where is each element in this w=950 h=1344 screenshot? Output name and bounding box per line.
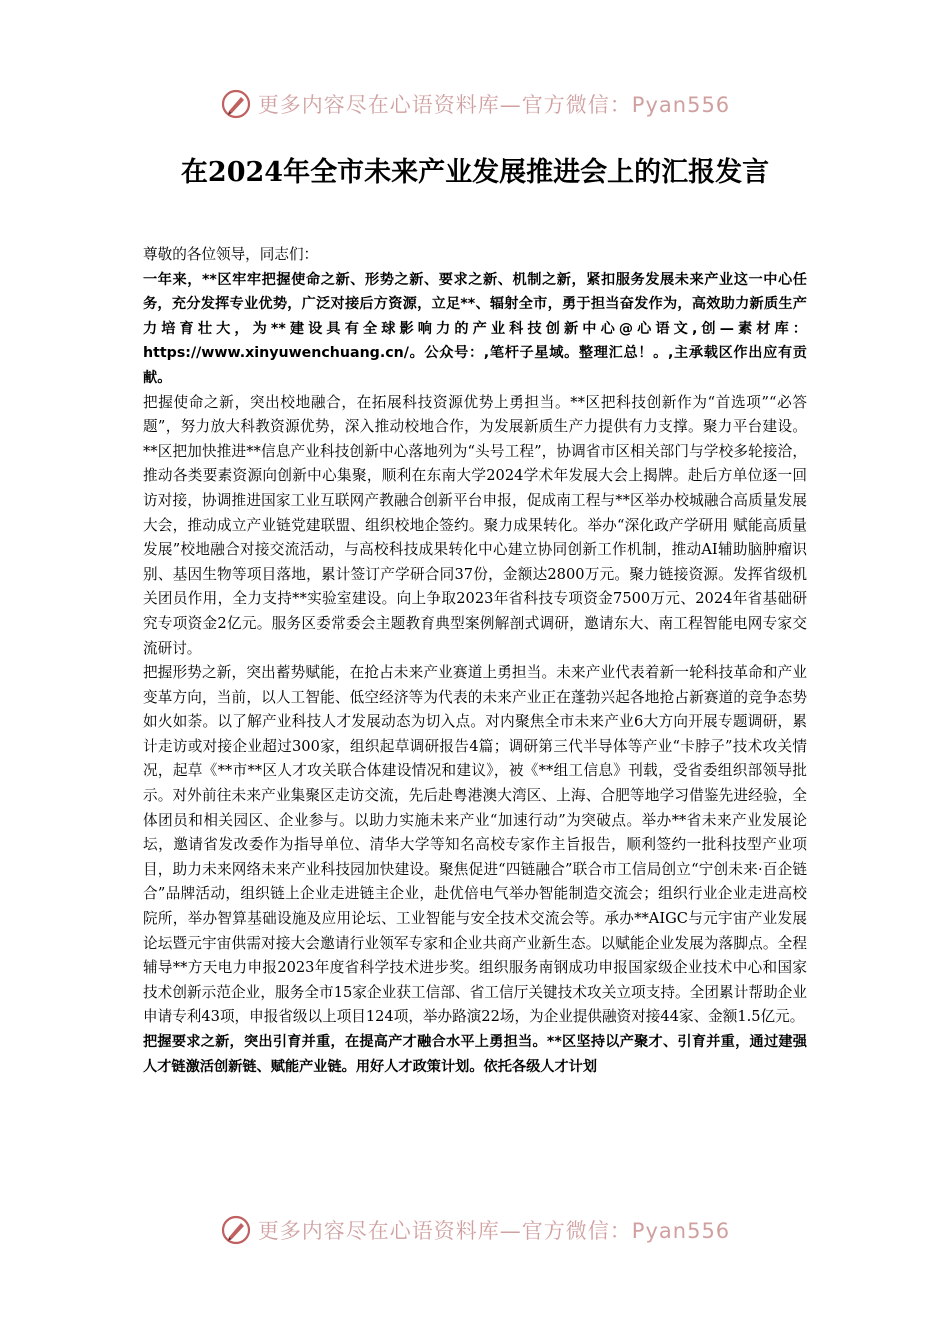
salutation: 尊敬的各位领导，同志们：: [143, 246, 319, 263]
pen-logo-icon: [220, 1214, 252, 1246]
paragraph-requirement: 把握要求之新，突出引育并重，在提高产才融合水平上勇担当。**区坚持以产聚才、引育并重，通过建强人才链激活创新链、赋能产业链。用好人才政策计划。依托各级人才计划: [143, 1034, 807, 1075]
watermark-footer: [0, 1210, 950, 1250]
paragraph-intro: 一年来，**区牢牢把握使命之新、形势之新、要求之新、机制之新，紧扣服务发展未来产业这一中心任务，充分发挥专业优势，广泛对接后方资源，立足**、辐射全市，勇于担当奋发作为，高效助力新质生产力培育壮大，为**建设具有全球影响力的产业科技创新中心@心语文,创—素材库：https://www.xinyuwenchuang.cn/。公众号：,笔杆子星域。整理汇总！。,主承载区作出应有贡献。: [143, 271, 807, 386]
watermark-text: 更多内容尽在心语资料库—官方微信：Pyan556: [257, 1219, 731, 1243]
watermark-header: [0, 84, 950, 124]
paragraph-mission: 把握使命之新，突出校地融合，在拓展科技资源优势上勇担当。**区把科技创新作为“首选项”“必答题”，努力放大科教资源优势，深入推动校地合作，为发展新质生产力提供有力支撑。聚力平台建设。**区把加快推进**信息产业科技创新中心落地列为“头号工程”，协调省市区相关部门与学校多轮接洽，推动各类要素资源向创新中心集聚，顺利在东南大学2024学术年发展大会上揭牌。赴后方单位逐一回访对接，协调推进国家工业互联网产教融合创新平台申报，促成南工程与**区举办校城融合高质量发展大会，推动成立产业链党建联盟、组织校地企签约。聚力成果转化。举办“深化政产学研用 赋能高质量发展”校地融合对接交流活动，与高校科技成果转化中心建立协同创新工作机制，推动AI辅助脑肿瘤识别、基因生物等项目落地，累计签订产学研合同37份，金额达2800万元。聚力链接资源。发挥省级机关团员作用，全力支持**实验室建设。向上争取2023年省科技专项资金7500万元、2024年省基础研究专项资金2亿元。服务区委常委会主题教育典型案例解剖式调研，邀请东大、南工程智能电网专家交流研讨。: [143, 393, 807, 657]
pen-logo-icon: [220, 88, 252, 120]
paragraph-situation: 把握形势之新，突出蓄势赋能，在抢占未来产业赛道上勇担当。未来产业代表着新一轮科技革命和产业变革方向，当前，以人工智能、低空经济等为代表的未来产业正在蓬勃兴起各地抢占新赛道的竞争态势如火如荼。以了解产业科技人才发展动态为切入点。对内聚焦全市未来产业6大方向开展专题调研，累计走访或对接企业超过300家，组织起草调研报告4篇；调研第三代半导体等产业“卡脖子”技术攻关情况，起草《**市**区人才攻关联合体建设情况和建议》，被《**组工信息》刊载，受省委组织部领导批示。对外前往未来产业集聚区走访交流，先后赴粤港澳大湾区、上海、合肥等地学习借鉴先进经验，全体团员和相关园区、企业参与。以助力实施未来产业“加速行动”为突破点。举办**省未来产业发展论坛，邀请省发改委作为指导单位、清华大学等知名高校专家作主旨报告，顺利签约一批科技型产业项目，助力未来网络未来产业科技园加快建设。聚焦促进“四链融合”联合市工信局创立“宁创未来·百企链合”品牌活动，组织链上企业走进链主企业，赴优倍电气举办智能制造交流会；组织行业企业走进高校院所，举办智算基础设施及应用论坛、工业智能与安全技术交流会等。承办**AIGC与元宇宙产业发展论坛暨元宇宙供需对接大会邀请行业领军专家和企业共商产业新生态。以赋能企业发展为落脚点。全程辅导**方天电力申报2023年度省科学技术进步奖。组织服务南钢成功申报国家级企业技术中心和国家技术创新示范企业，服务全市15家企业获工信部、省工信厅关键技术攻关立项支持。全团累计帮助企业申请专利43项，申报省级以上项目124项，举办路演22场，为企业提供融资对接44家、金额1.5亿元。: [143, 664, 807, 1026]
watermark-text: 更多内容尽在心语资料库—官方微信：Pyan556: [257, 93, 731, 117]
document-title: 在2024年全市未来产业发展推进会上的汇报发言: [180, 157, 770, 188]
document-body: [143, 243, 807, 1079]
